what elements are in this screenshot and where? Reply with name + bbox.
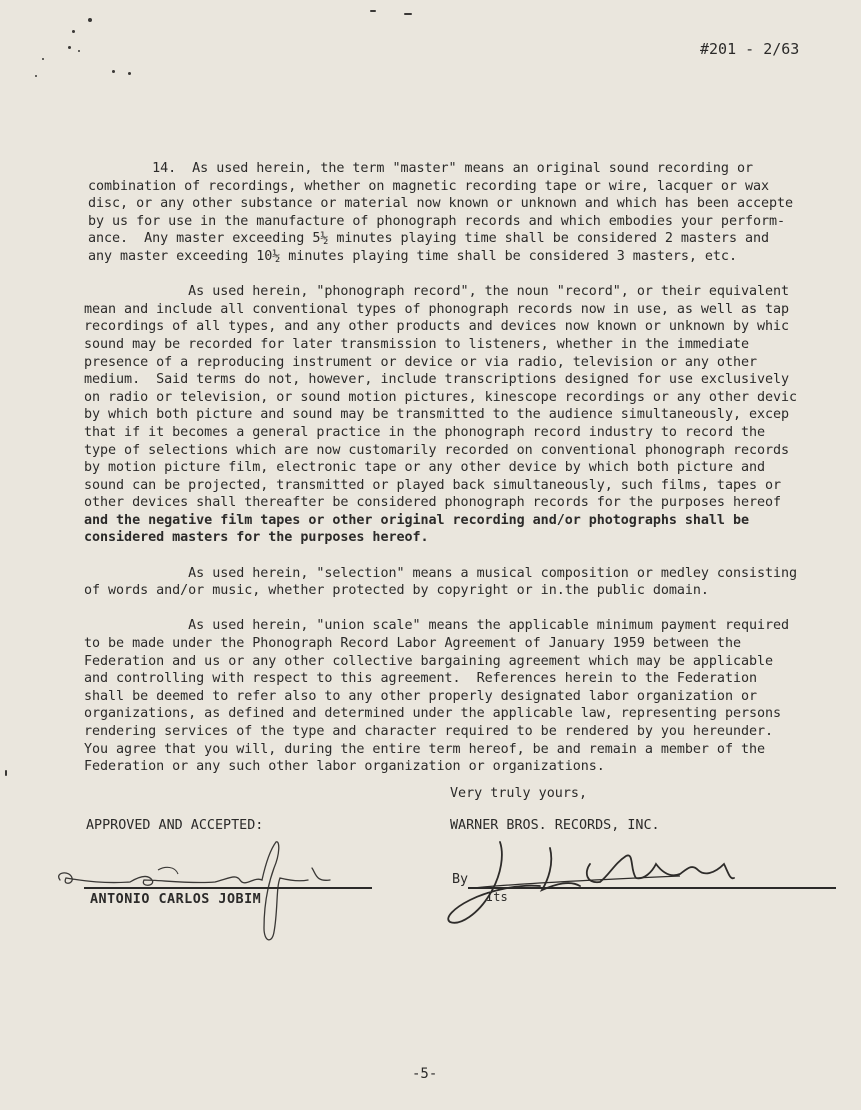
text-line: by us for use in the manufacture of phonograph records and which embodies your perform- (88, 213, 786, 229)
scan-speck (35, 75, 37, 77)
paragraph-phonograph-record-definition (84, 283, 861, 547)
text-line: considered masters for the purposes hereof. (84, 530, 429, 546)
scan-speck (88, 18, 92, 22)
scan-speck (72, 30, 75, 33)
its-label: Its (486, 890, 508, 904)
by-label: By (452, 872, 469, 887)
text-line: As used herein, "union scale" means the applicable minimum payment required (84, 618, 790, 634)
text-line: Federation and us or any other collective bargaining agreement which may be applicable (84, 653, 774, 669)
text-line: medium. Said terms do not, however, include transcriptions designed for use exclusively (84, 372, 790, 388)
text-line: and controlling with respect to this agreement. References herein to the Federation (84, 671, 757, 687)
scan-speck (370, 10, 376, 12)
text-line: Federation or any such other labor organization or organizations. (84, 759, 605, 775)
scan-speck (112, 70, 115, 73)
text-line: As used herein, "phonograph record", the noun "record", or their equivalent (84, 284, 790, 300)
text-line: ance. Any master exceeding 5½ minutes playing time shall be considered 2 masters and (88, 231, 770, 247)
scan-speck (78, 50, 80, 52)
artist-signature-line (84, 887, 372, 889)
text-line: 14. As used herein, the term "master" means an original sound recording or (88, 161, 753, 176)
approved-label: APPROVED AND ACCEPTED: (86, 818, 264, 833)
text-line: As used herein, "selection" means a musical composition or medley consisting (84, 565, 798, 581)
text-line: on radio or television, or sound motion pictures, kinescope recordings or any other devic (84, 389, 798, 405)
text-line: by which both picture and sound may be transmitted to the audience simultaneously, excep (84, 407, 790, 423)
text-line: of words and/or music, whether protected by copyright or in.the public domain. (84, 583, 709, 599)
page-number: -5- (412, 1066, 438, 1082)
text-line: any master exceeding 10½ minutes playing time shall be considered 3 masters, etc. (88, 248, 737, 264)
paragraph-master-definition (88, 160, 861, 266)
company-signature-line (468, 887, 836, 889)
company-name: WARNER BROS. RECORDS, INC. (450, 818, 660, 833)
text-line: combination of recordings, whether on magnetic recording tape or wire, lacquer or wax (88, 178, 770, 194)
company-signature (430, 834, 760, 934)
text-line: that if it becomes a general practice in the phonograph record industry to record the (84, 424, 766, 440)
text-line: presence of a reproducing instrument or device or via radio, television or any other (84, 354, 757, 370)
text-line: mean and include all conventional types of phonograph records now in use, as well as tap (84, 301, 790, 317)
text-line: rendering services of the type and character required to be rendered by you hereunder. (84, 724, 774, 739)
paragraph-selection-definition (84, 565, 861, 600)
text-line: recordings of all types, and any other products and devices now known or unknown by whic (84, 319, 790, 335)
text-line: to be made under the Phonograph Record Labor Agreement of January 1959 between the (84, 636, 741, 652)
scan-speck (42, 58, 44, 60)
text-line: You agree that you will, during the entire term hereof, be and remain a member of the (84, 741, 766, 757)
scan-speck (5, 770, 7, 776)
text-line: sound may be recorded for later transmission to listeners, whether in the immediate (84, 336, 749, 352)
text-line: type of selections which are now customarily recorded on conventional phonograph records (84, 442, 790, 458)
text-line: shall be deemed to refer also to any other properly designated labor organization or (84, 688, 757, 704)
text-line: organizations, as defined and determined under the applicable law, representing persons (84, 706, 782, 722)
closing-salutation: Very truly yours, (450, 786, 588, 801)
text-line: disc, or any other substance or material now known or unknown and which has been accepte (88, 196, 794, 212)
scan-speck (128, 72, 131, 75)
document-body (84, 160, 861, 776)
scan-speck (404, 13, 412, 15)
artist-name: ANTONIO CARLOS JOBIM (90, 892, 262, 907)
text-line: other devices shall thereafter be considered phonograph records for the purposes hereof (84, 495, 782, 511)
text-line: sound can be projected, transmitted or played back simultaneously, such films, tapes or (84, 477, 782, 493)
document-reference: #201 - 2/63 (700, 40, 800, 58)
paragraph-union-scale-definition (84, 617, 861, 775)
text-line: by motion picture film, electronic tape or any other device by which both picture and (84, 460, 766, 476)
text-line: and the negative film tapes or other original recording and/or photographs shall be (84, 512, 749, 528)
scan-speck (68, 46, 71, 49)
